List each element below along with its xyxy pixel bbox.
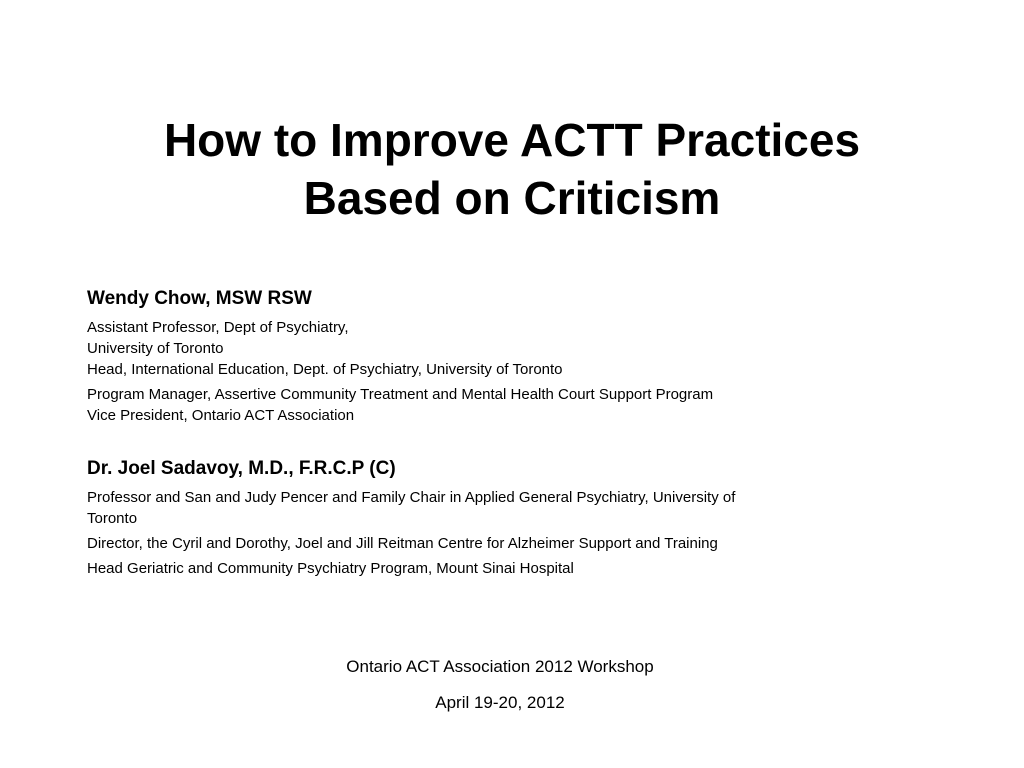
affiliation-line: University of Toronto: [87, 340, 224, 357]
affiliation-line: Professor and San and Judy Pencer and Family Chair in Applied General Psychiatry, University of: [87, 489, 736, 506]
presenter-affiliation: [87, 384, 847, 426]
presenter-affiliation: [87, 487, 847, 529]
title-line-2: Based on Criticism: [303, 171, 721, 224]
slide-title: [0, 111, 1024, 227]
presenter-affiliation: [87, 533, 847, 554]
title-line-1: How to Improve ACTT Practices: [163, 113, 861, 166]
event-name: Ontario ACT Association 2012 Workshop: [346, 657, 654, 676]
affiliation-line: Head, International Education, Dept. of Psychiatry, University of Toronto: [87, 361, 563, 378]
affiliation-line: Vice President, Ontario ACT Association: [87, 407, 355, 424]
presenter-block: [87, 456, 847, 579]
presenter-block: [87, 286, 847, 426]
event-dates: April 19-20, 2012: [435, 693, 565, 712]
presenter-affiliation: [87, 317, 847, 380]
affiliation-line: Director, the Cyril and Dorothy, Joel and Jill Reitman Centre for Alzheimer Support and Training: [87, 535, 718, 552]
presenter-affiliation: [87, 558, 847, 579]
presenter-name: Dr. Joel Sadavoy, M.D., F.R.C.P (C): [87, 458, 396, 479]
affiliation-line: Assistant Professor, Dept of Psychiatry,: [87, 319, 349, 336]
affiliation-line: Program Manager, Assertive Community Treatment and Mental Health Court Support Program: [87, 386, 714, 403]
presenter-name: Wendy Chow, MSW RSW: [87, 288, 312, 309]
affiliation-line: Toronto: [87, 510, 138, 527]
presenters-section: [87, 286, 847, 579]
affiliation-line: Head Geriatric and Community Psychiatry Program, Mount Sinai Hospital: [87, 560, 574, 577]
